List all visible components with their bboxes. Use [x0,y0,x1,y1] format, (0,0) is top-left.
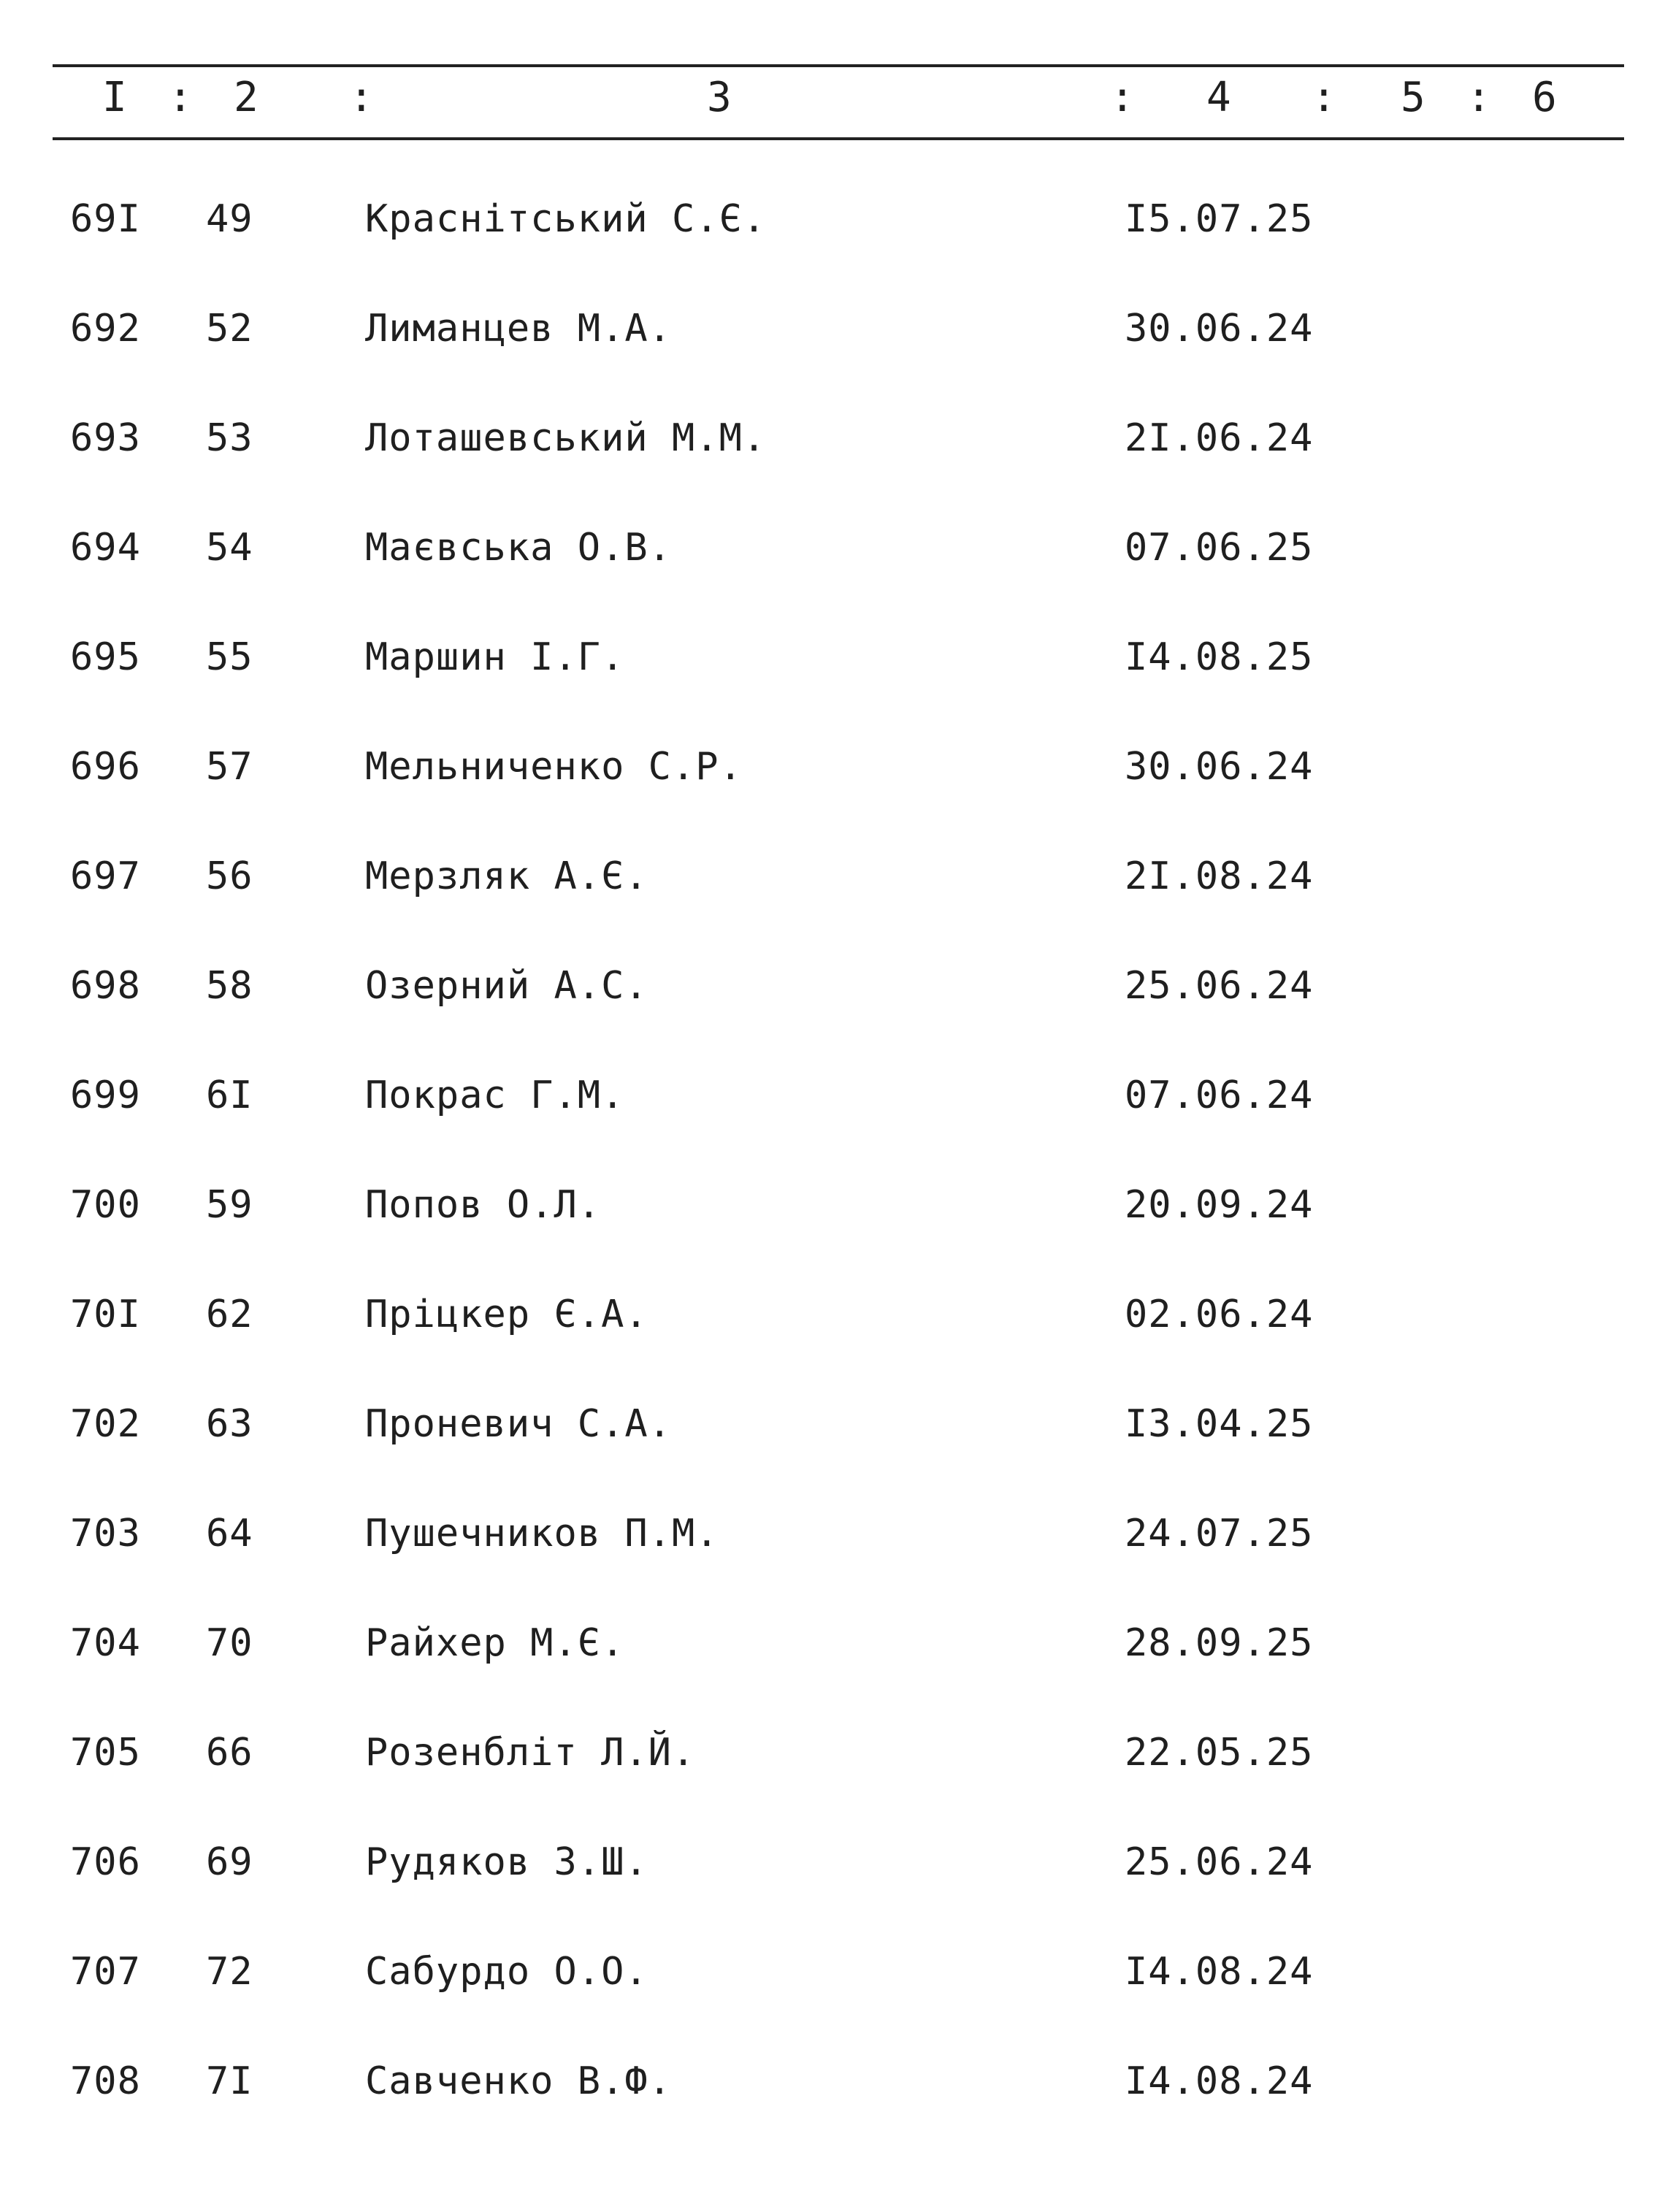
row-code: 55 [206,635,253,679]
row-number: 698 [70,964,141,1008]
row-number: 692 [70,307,141,351]
row-name: Розенбліт Л.Й. [365,1731,696,1775]
row-code: 49 [206,197,253,241]
row-number: 696 [70,745,141,789]
row-name: Озерний А.С. [365,964,648,1008]
row-number: 707 [70,1950,141,1994]
row-code: 54 [206,526,253,570]
row-name: Мельниченко С.Р. [365,745,743,789]
row-name: Краснітський С.Є. [365,197,767,241]
row-name: Покрас Г.М. [365,1074,625,1117]
row-date: 2I.08.24 [1125,854,1314,898]
row-number: 694 [70,526,141,570]
row-code: 66 [206,1731,253,1775]
row-name: Лоташевський М.М. [365,416,767,460]
row-name: Попов О.Л. [365,1183,602,1227]
row-code: 62 [206,1293,253,1336]
row-date: 24.07.25 [1125,1512,1314,1555]
row-name: Лиманцев М.А. [365,307,672,351]
row-date: 30.06.24 [1125,307,1314,351]
row-date: I5.07.25 [1125,197,1314,241]
row-number: 697 [70,854,141,898]
row-date: 2I.06.24 [1125,416,1314,460]
row-number: 703 [70,1512,141,1555]
row-name: Пріцкер Є.А. [365,1293,648,1336]
row-date: I4.08.24 [1125,2059,1314,2103]
row-code: 63 [206,1402,253,1446]
header-sep-1: : [168,74,193,121]
row-number: 704 [70,1621,141,1665]
row-date: I3.04.25 [1125,1402,1314,1446]
row-name: Маршин І.Г. [365,635,625,679]
row-number: 700 [70,1183,141,1227]
row-code: 59 [206,1183,253,1227]
row-code: 72 [206,1950,253,1994]
header-col-2: 2 [234,74,259,121]
row-name: Савченко В.Ф. [365,2059,672,2103]
header-col-1: I [102,74,127,121]
row-date: 25.06.24 [1125,964,1314,1008]
row-name: Райхер М.Є. [365,1621,625,1665]
row-number: 708 [70,2059,141,2103]
header-col-3: 3 [707,74,732,121]
row-date: 07.06.25 [1125,526,1314,570]
row-number: 705 [70,1731,141,1775]
row-date: 22.05.25 [1125,1731,1314,1775]
row-code: 6I [206,1074,253,1117]
row-date: 07.06.24 [1125,1074,1314,1117]
row-date: 30.06.24 [1125,745,1314,789]
row-code: 52 [206,307,253,351]
row-name: Рудяков З.Ш. [365,1840,648,1884]
row-number: 706 [70,1840,141,1884]
row-name: Пушечников П.М. [365,1512,719,1555]
row-date: 20.09.24 [1125,1183,1314,1227]
row-date: 28.09.25 [1125,1621,1314,1665]
header-sep-4: : [1312,74,1336,121]
row-name: Мерзляк А.Є. [365,854,648,898]
header-sep-5: : [1466,74,1491,121]
row-number: 695 [70,635,141,679]
row-number: 699 [70,1074,141,1117]
row-name: Проневич С.А. [365,1402,672,1446]
row-code: 70 [206,1621,253,1665]
header-col-4: 4 [1206,74,1231,121]
row-date: 25.06.24 [1125,1840,1314,1884]
row-name: Сабурдо О.О. [365,1950,648,1994]
header-sep-3: : [1110,74,1135,121]
row-code: 58 [206,964,253,1008]
row-code: 69 [206,1840,253,1884]
row-code: 56 [206,854,253,898]
row-date: I4.08.25 [1125,635,1314,679]
row-code: 64 [206,1512,253,1555]
header-sep-2: : [349,74,374,121]
row-name: Маєвська О.В. [365,526,672,570]
row-code: 57 [206,745,253,789]
header-top-rule [53,64,1624,67]
row-date: I4.08.24 [1125,1950,1314,1994]
row-number: 69I [70,197,141,241]
row-code: 7I [206,2059,253,2103]
header-col-6: 6 [1532,74,1557,121]
row-code: 53 [206,416,253,460]
header-bottom-rule [53,137,1624,140]
row-number: 693 [70,416,141,460]
row-number: 702 [70,1402,141,1446]
row-number: 70I [70,1293,141,1336]
header-col-5: 5 [1401,74,1425,121]
row-date: 02.06.24 [1125,1293,1314,1336]
